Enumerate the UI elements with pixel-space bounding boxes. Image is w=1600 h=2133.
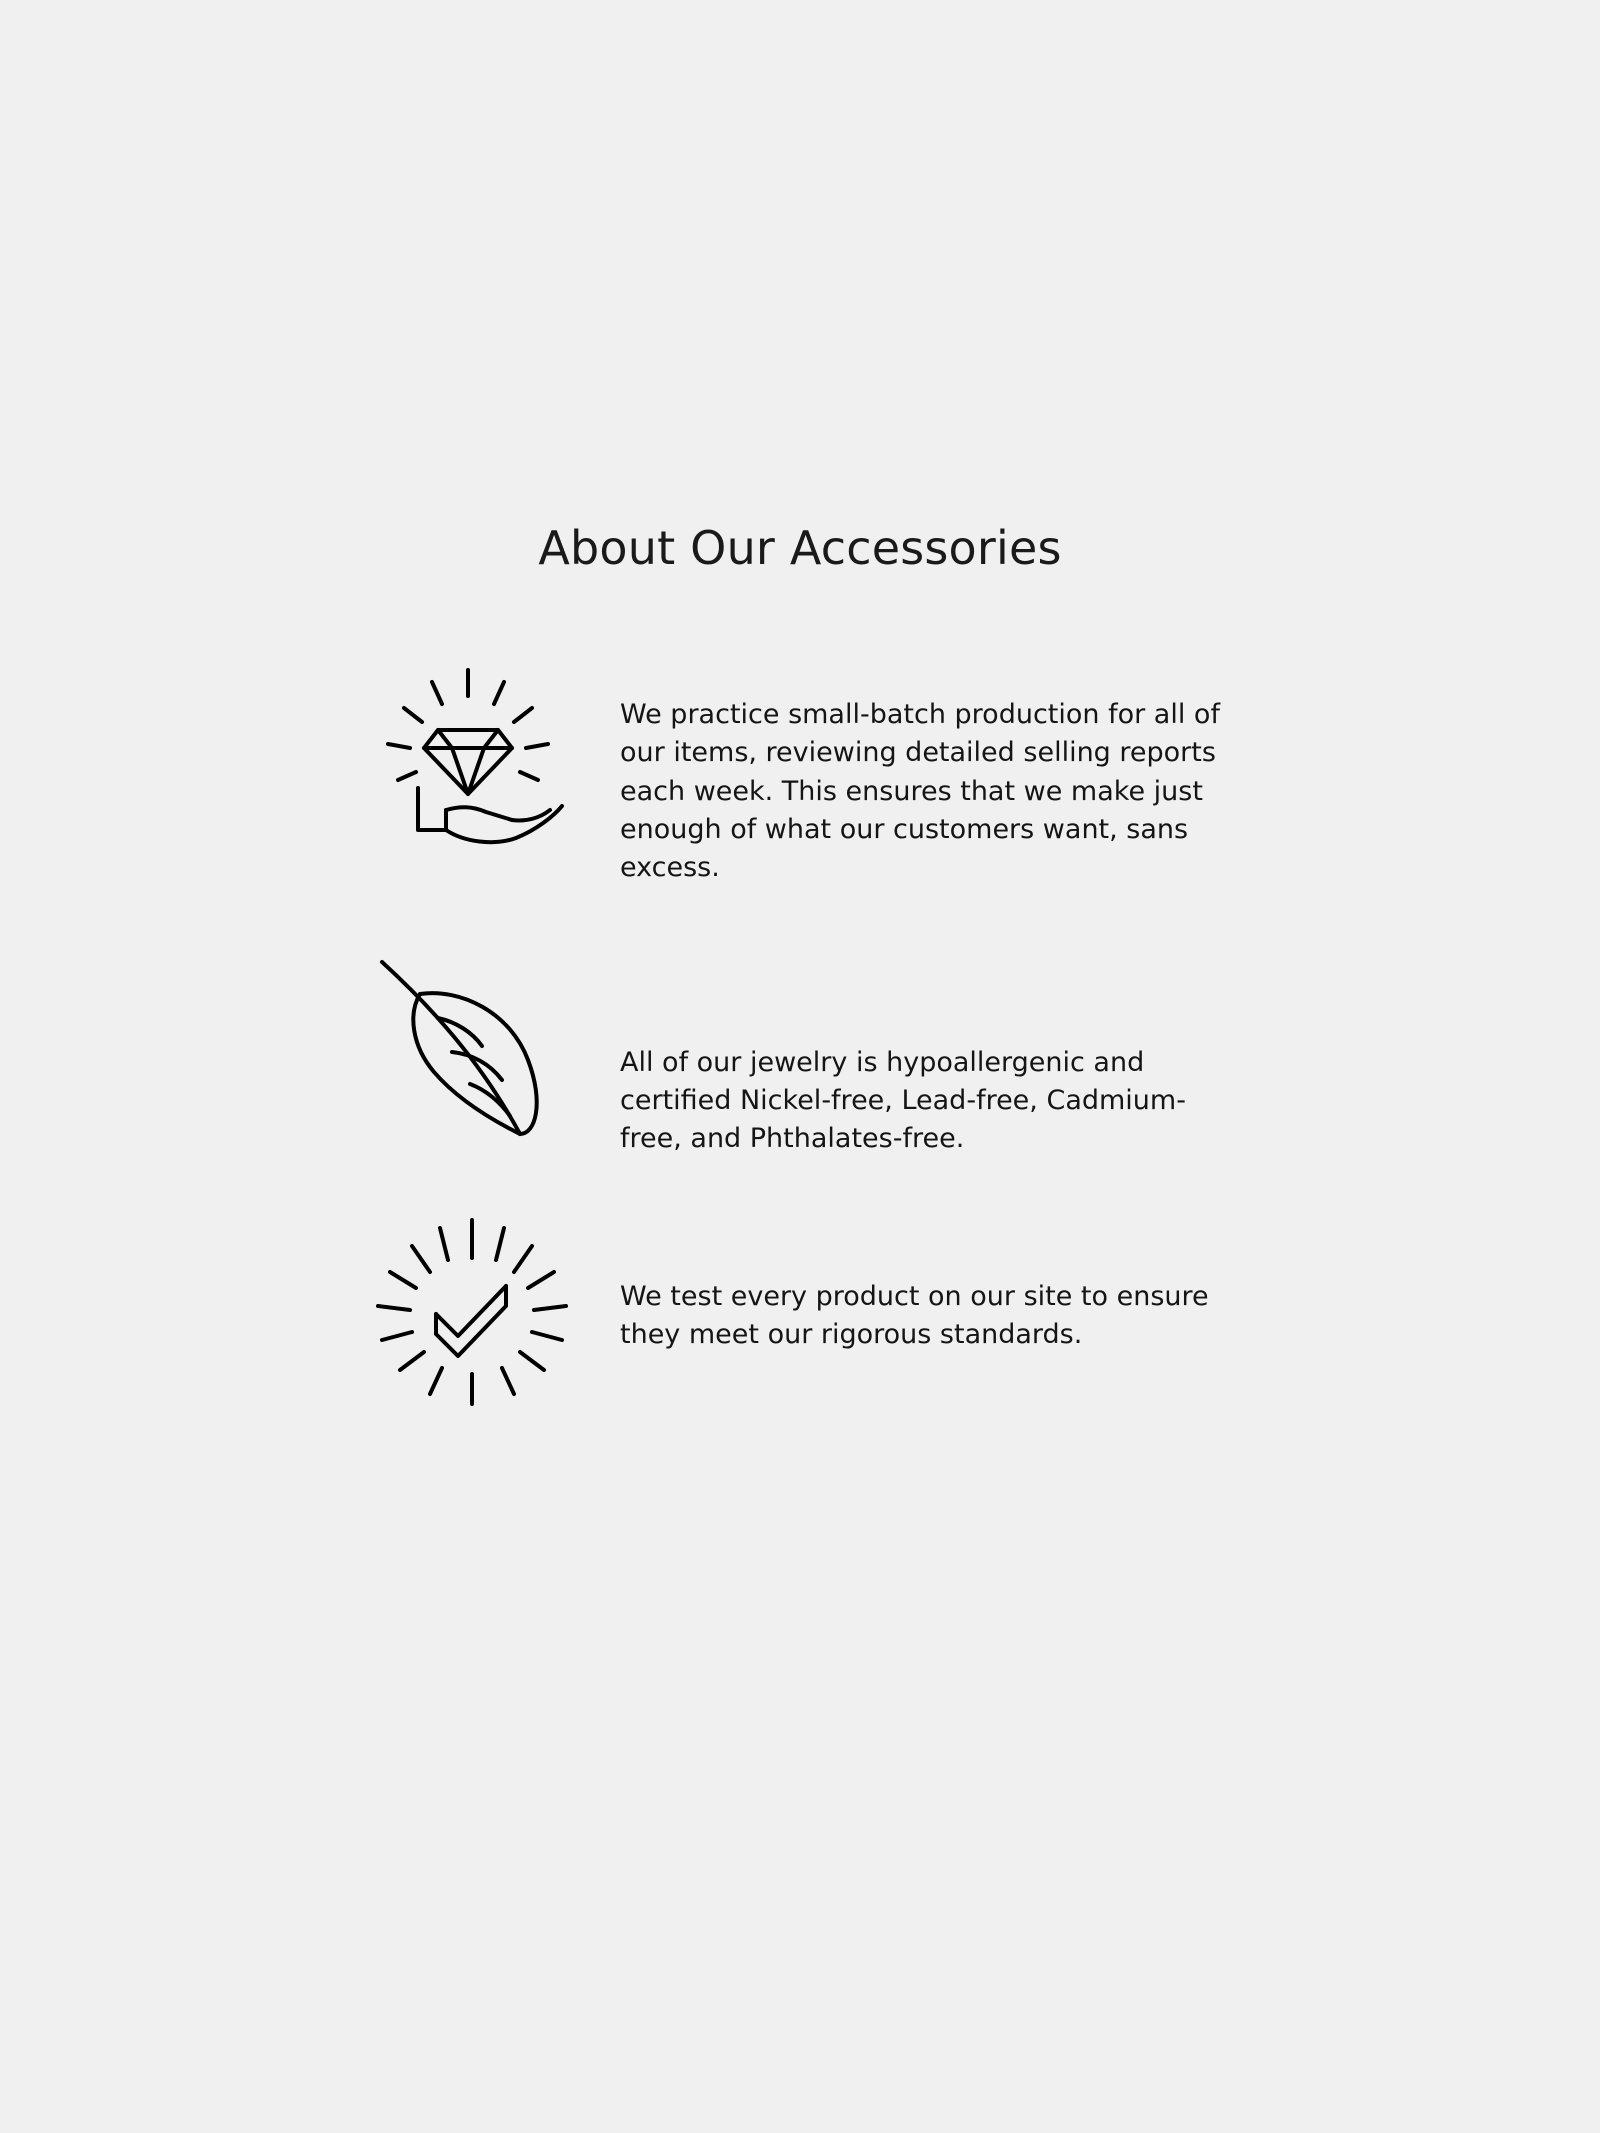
feature-list <box>340 660 1260 1494</box>
checkmark-burst-icon <box>340 1202 600 1422</box>
list-item-text: We practice small-batch production for all of our items, reviewing detailed selling reports each week. This ensures that we make just enough of what our customers want, sans excess. <box>620 699 1220 884</box>
feather-icon <box>340 948 600 1168</box>
diamond-in-hand-icon <box>340 660 600 860</box>
list-item <box>340 1202 1260 1422</box>
list-item-text: All of our jewelry is hypoallergenic and certified Nickel-free, Lead-free, Cadmium-free, and Phthalates-free. <box>620 1046 1186 1155</box>
list-item-text: We test every product on our site to ensure they meet our rigorous standards. <box>620 1280 1209 1350</box>
page-title: About Our Accessories <box>538 520 1062 575</box>
list-item <box>340 948 1260 1168</box>
list-item <box>340 660 1260 888</box>
